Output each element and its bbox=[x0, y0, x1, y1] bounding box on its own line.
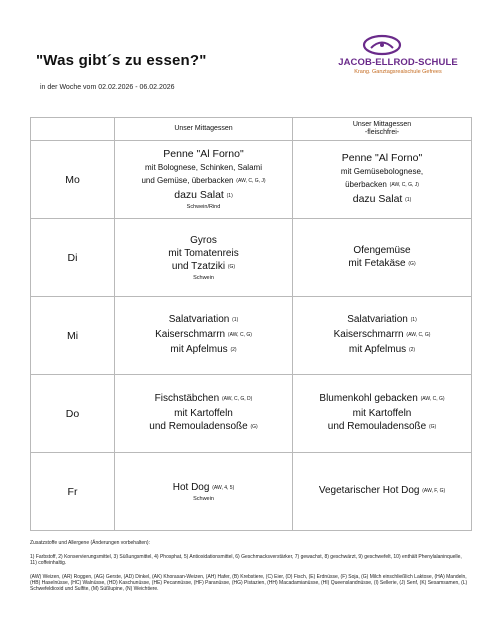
day-label: Do bbox=[31, 375, 115, 453]
dish-vegetarian: Salatvariation (1) Kaiserschmarrn (AW, C, G) mit Apfelmus (2) bbox=[293, 297, 472, 375]
day-label: Mo bbox=[31, 141, 115, 219]
additives-list: 1) Farbstoff, 2) Konservierungsmittel, 3) Süßungsmittel, 4) Phosphat, 5) Antioxidationsmittel, 6) Geschmacksverstärker, 7) gewachst, 8) geschwärzt, 9) geschwefelt, 10) enthält Phenylalaninquelle, bbox=[30, 554, 462, 560]
school-name: JACOB-ELLROD-SCHULE bbox=[338, 57, 458, 68]
dish-regular: Fischstäbchen (AW, C, G, D) mit Kartoffeln und Remouladensoße (G) bbox=[115, 375, 293, 453]
day-label: Fr bbox=[31, 453, 115, 531]
header-row bbox=[31, 118, 472, 141]
page-title: "Was gibt´s zu essen?" bbox=[36, 52, 207, 69]
day-row-di bbox=[31, 219, 472, 297]
day-label: Mi bbox=[31, 297, 115, 375]
school-logo-icon bbox=[362, 34, 402, 56]
allergen-notes bbox=[30, 540, 475, 592]
column-header-regular: Unser Mittagessen bbox=[115, 118, 293, 141]
day-row-fr bbox=[31, 453, 472, 531]
meat-tag: Schwein bbox=[193, 274, 214, 281]
school-subtitle: Krang. Ganztagsrealschule Gefrees bbox=[354, 69, 442, 75]
dish-vegetarian: Blumenkohl gebacken (AW, C, G) mit Kartoffeln und Remouladensoße (G) bbox=[293, 375, 472, 453]
corner-cell bbox=[31, 118, 115, 141]
column-header-vegetarian: Unser Mittagessen -fleischfrei- bbox=[293, 118, 472, 141]
meat-tag: Schwein/Rind bbox=[186, 204, 221, 210]
dish-vegetarian: Ofengemüse mit Fetakäse (G) bbox=[293, 219, 472, 297]
day-label: Di bbox=[31, 219, 115, 297]
allergens-list: (AW) Weizen, (AR) Roggen, (AG) Gerste, (AD) Dinkel, (AK) Khorasan-Weizen, (AH) Hafer, (B) Krebstiere, (C) Eier, (D) Fisch, (E) Erdnüsse, (F) Soja, (G) Milch einschließlich Laktose, (HA) Mandeln, (HB) Haselnüsse, (HC) Walnüsse, (HD) Kaschunüsse, (HE) Pecannüsse, (HF) Paranüsse, (HG) Pistazien, (HH) Macadamianüsse, (HI) Queenslandnüsse, (I) Sellerie, (J) Senf, (K) Sesamsamen, (L) Schwefeldioxid und Sulfite, (M) Süßlupine, (N) Weichtiere. bbox=[30, 574, 468, 592]
dish-regular: Penne "Al Forno" mit Bolognese, Schinken, Salami und Gemüse, überbacken (AW, C, G, J) dazu Salat (1) Schwein/Rind bbox=[115, 141, 293, 219]
school-logo bbox=[328, 34, 468, 84]
dish-vegetarian: Vegetarischer Hot Dog (AW, F, G) bbox=[293, 453, 472, 531]
day-row-mi bbox=[31, 297, 472, 375]
meat-tag: Schwein bbox=[193, 495, 214, 502]
week-range: in der Woche vom 02.02.2026 - 06.02.2026 bbox=[40, 84, 175, 91]
notes-heading: Zusatzstoffe und Allergene (Änderungen vorbehalten): bbox=[30, 540, 150, 546]
day-row-mo bbox=[31, 141, 472, 219]
dish-vegetarian: Penne "Al Forno" mit Gemüsebolognese, überbacken (AW, C, G, J) dazu Salat (1) bbox=[293, 141, 472, 219]
dish-regular: Hot Dog (AW, 4, 5) Schwein bbox=[115, 453, 293, 531]
dish-regular: Gyros mit Tomatenreis und Tzatziki (G) Schwein bbox=[115, 219, 293, 297]
dish-regular: Salatvariation (1) Kaiserschmarrn (AW, C, G) mit Apfelmus (2) bbox=[115, 297, 293, 375]
day-row-do bbox=[31, 375, 472, 453]
additives-list-cont: 11) coffeinhaltig. bbox=[30, 560, 67, 566]
menu-table bbox=[30, 117, 472, 531]
